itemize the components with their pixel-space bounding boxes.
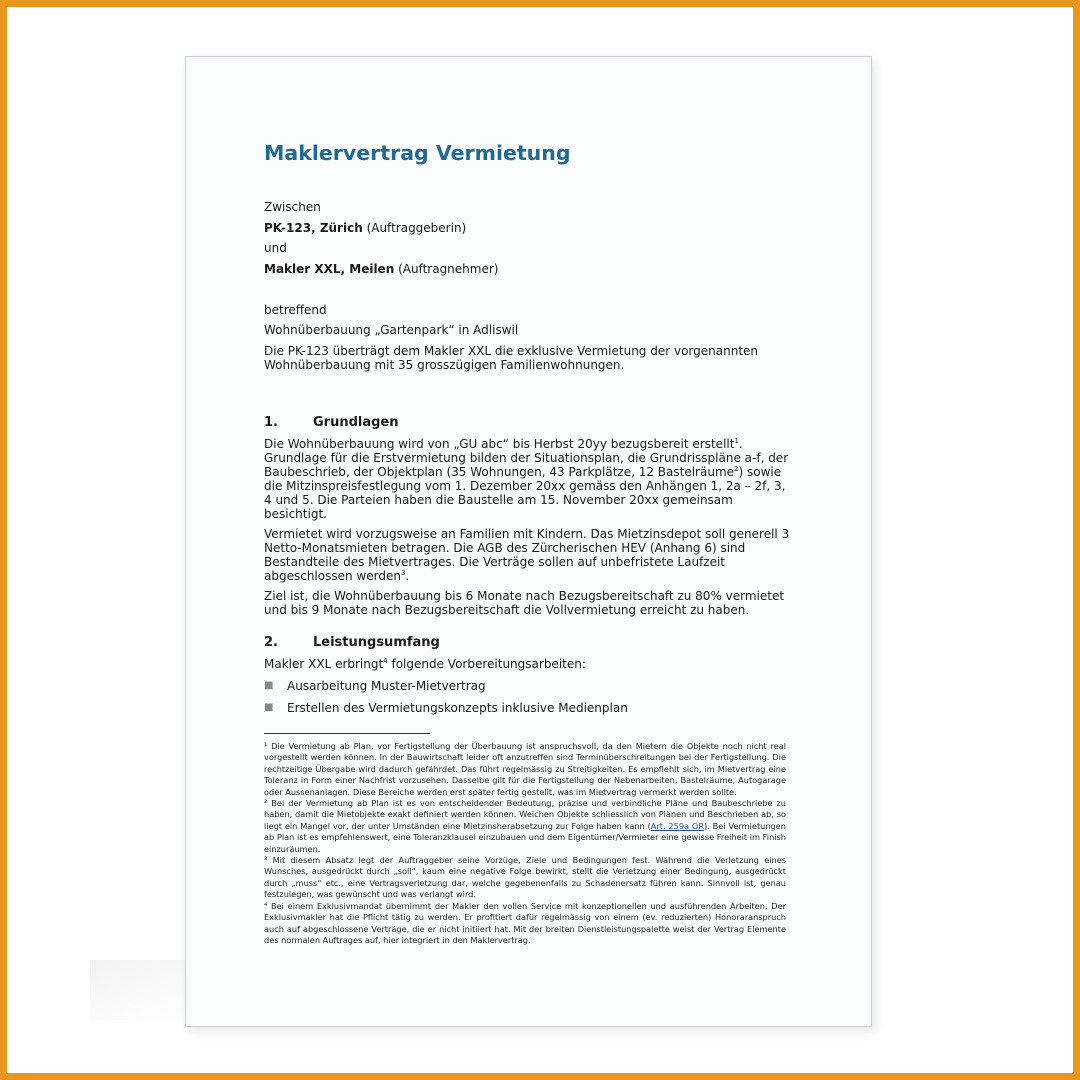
footnote-2 [264,798,786,855]
party-2-name: Makler XXL, Meilen [264,261,395,276]
page-shadow [90,960,190,1020]
text-run: Vermietet wird vorzugsweise an Familien mit Kindern. Das Mietzinsdepot soll generell 3 Netto-Monatsmieten betragen. Die AGB des Zürcherischen HEV (Anhang 6) sind Bestandteile des Mietvertrages. Die Verträge sollen auf unbefristete Laufzeit abgeschlossen werden [264,526,790,583]
party-1-role: (Auftraggeberin) [362,220,467,235]
party-1 [264,221,794,235]
party-1-name: PK-123, Zürich [264,220,363,235]
footnotes [264,741,786,946]
section-2-heading [264,635,794,651]
regarding-label: betreffend [264,302,327,317]
intro-paragraph: Die PK-123 überträgt dem Makler XXL die exklusive Vermietung der vorgenannten Wohnüberbauung mit 35 grosszügigen Familienwohnungen. [264,343,759,372]
text-run: ). Bei Vermietungen ab Plan ist es empfehlenswert, eine Toleranzklausel einzubauen und dem Eigentümer/Vermieter eine gewisse Freiheit im Finish einzuräumen. [264,820,786,854]
bullet-icon: ■ [264,679,274,691]
list-item [264,701,794,715]
section-2-paragraph-1 [264,657,794,671]
footnote-1: ¹ Die Vermietung ab Plan, vor Fertigstellung der Überbauung ist anspruchsvoll, da den Mietern die Objekte noch nicht real vorgestellt werden können. In der Bauwirtschaft leider oft anzutreffen sind Terminüberschreitungen bei der Fertigstellung. Die rechtzeitige Übergabe wird dadurch gefährdet. Das führt regelmässig zu Streitigkeiten. Es empfiehlt sich, im Mietvertrag eine Toleranz in Form einer Nachfrist vorzusehen. Dasselbe gilt für die Fertigstellung der Nebenarbeiten, Bastelräume, Autogarage oder Aussenanlagen. Diese Bereiche werden erst später fertig gestellt, was im Mietvertrag vermerkt werden sollte. [264,741,786,797]
section-1-title: Grundlagen [313,414,399,430]
party-2-role: (Auftragnehmer) [394,261,499,276]
document-title: Maklervertrag Vermietung [264,141,571,165]
section-1-number: 1. [264,414,278,430]
list-item [264,679,794,693]
section-1-paragraph-1 [264,437,794,521]
section-1-heading [264,415,794,431]
text-run: Makler XXL erbringt [264,656,384,671]
footnote-ref-3[interactable]: 3 [400,568,406,577]
text-run: ² Bei der Vermietung ab Plan ist es von entscheidender Bedeutung, präzise und verbindliche Pläne und Baubeschriebe zu haben, damit die Mietobjekte exakt definiert werden können. Weichen Objekte schliesslich von Plänen und Beschrieben ab, so liegt ein Mangel vor, der unter Umständen eine Mietzinsherabsetzung zur Folge haben kann ( [264,798,786,831]
text-run: folgende Vorbereitungsarbeiten: [387,656,586,671]
section-1-paragraph-2 [264,527,794,583]
between-label: Zwischen [264,200,321,214]
text-run: . Grundlage für die Erstvermietung bilden der Situationsplan, die Grundrisspläne a-f, der Baubeschrieb, der Objektplan (35 Wohnungen, 43 Parkplätze, 12 Bastelräume [264,436,789,479]
section-2-number: 2. [264,634,278,650]
project-name: Wohnüberbauung „Gartenpark“ in Adliswil [264,323,519,337]
document-body [264,141,794,715]
text-run: . [405,568,410,583]
bullet-icon: ■ [264,701,274,713]
section-2-title: Leistungsumfang [313,634,440,650]
footnote-ref-4[interactable]: 4 [383,656,388,665]
party-2 [264,262,794,276]
footnote-ref-1[interactable]: 1 [734,436,739,445]
law-article-link[interactable]: Art. 259a OR [650,820,705,831]
footnote-4: ⁴ Bei einem Exklusivmandat übernimmt der Makler den vollen Service mit konzeptionellen und ausführenden Arbeiten. Der Exklusivmakler hat die Pflicht tätig zu werden. Er profitiert dafür regelmässig von einem (ev. reduzierten) Honoraranspruch auch auf abgeschlossene Verträge, die er nicht initiiert hat. Mit der breiten Dienstleistungspalette weist der Vertrag Elemente des normalen Auftrages auf, hier integriert in den Maklervertrag. [264,900,786,945]
section-1-paragraph-3: Ziel ist, die Wohnüberbauung bis 6 Monate nach Bezugsbereitschaft zu 80% vermietet und bis 9 Monate nach Bezugsbereitschaft die Vollvermietung erreicht zu haben. [264,588,785,617]
footnote-separator [264,733,430,734]
document-page [185,56,872,1027]
text-run: Die Wohnüberbauung wird von „GU abc“ bis Herbst 20yy bezugsbereit erstellt [264,436,735,451]
footnote-3: ³ Mit diesem Absatz legt der Auftraggeber seine Vorzüge, Ziele und Bedingungen fest. Während die Verletzung eines Wunsches, ausgedrückt durch „soll“, kaum eine negative Folge bewirkt, stellt die Verletzung einer Bedingung, ausgedrückt durch „muss“ etc., eine Vertragsverletzung dar, welche gegebenenfalls zu Schadenersatz führen kann. Sinnvoll ist, genau festzulegen, was gewünscht und was verlangt wird. [264,855,786,900]
list-item-text: Ausarbeitung Muster-Mietvertrag [287,678,486,693]
list-item-text: Erstellen des Vermietungskonzepts inklusive Medienplan [287,700,628,715]
text-run: ) sowie die Mitzinspreisfestlegung vom 1. Dezember 20xx gemäss den Anhängen 1, 2a – 2f, 3, 4 und 5. Die Parteien haben die Baustelle am 15. November 20xx gemeinsam besichtigt. [264,464,786,521]
footnote-ref-2[interactable]: 2 [734,464,739,473]
and-label: und [264,241,287,255]
